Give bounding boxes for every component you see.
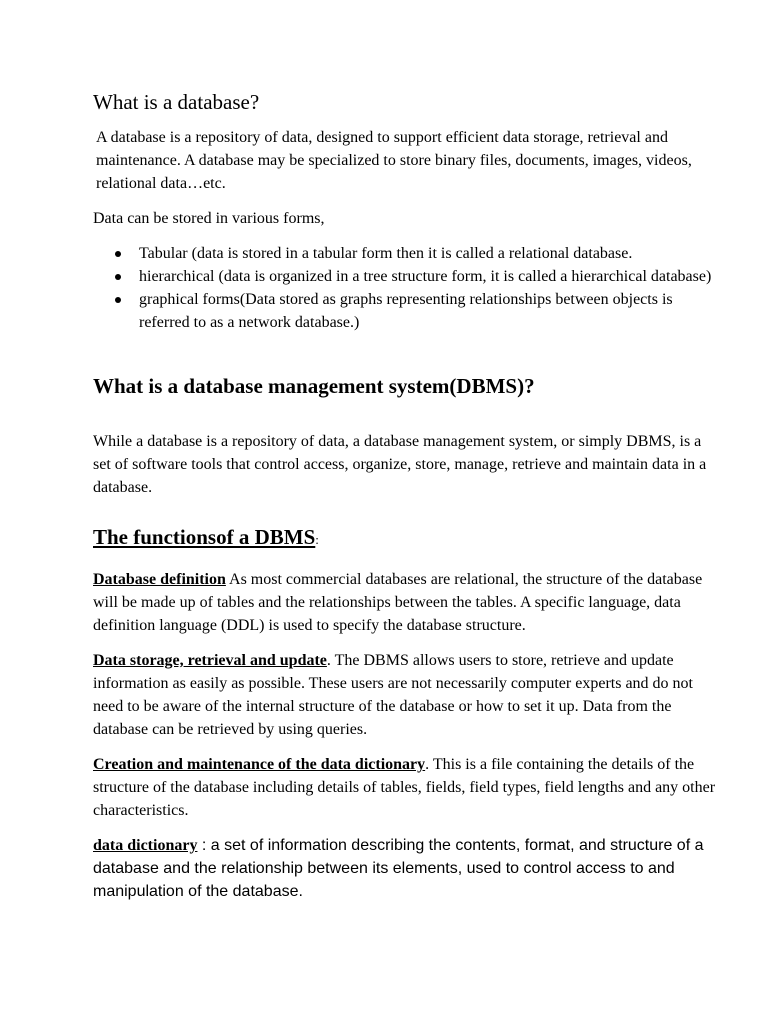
heading-dbms-functions-text: The functionsof a DBMS: [93, 525, 316, 549]
bullet-icon: [115, 251, 121, 257]
heading-what-is-database: What is a database?: [93, 90, 260, 114]
section-database-definition: [93, 568, 723, 637]
heading-dbms-functions: [93, 523, 723, 554]
data-dictionary-term: data dictionary: [93, 837, 198, 854]
bullet-icon: [115, 297, 121, 303]
section-term: Data storage, retrieval and update: [93, 652, 327, 669]
section-text: As most commercial databases are relational, the structure of the database will be made up of tables and the relationships between the tables. A specific language, data definition language (DDL) is used to specify the database structure.: [93, 571, 703, 634]
list-item-text: hierarchical (data is organized in a tree structure form, it is called a hierarchical database): [139, 268, 712, 285]
storage-forms-list: [93, 242, 723, 334]
list-item: [93, 242, 723, 265]
section-term: Database definition: [93, 571, 226, 588]
forms-intro-paragraph: Data can be stored in various forms,: [93, 210, 325, 227]
dbms-paragraph: While a database is a repository of data, a database management system, or simply DBMS, is a set of software tools that control access, organize, store, manage, retrieve and maintain data in a database.: [93, 433, 707, 496]
data-dictionary-text: : a set of information describing the contents, format, and structure of a database and the relationship between its elements, used to control access to and manipulation of the database.: [93, 837, 704, 900]
list-item: [93, 288, 723, 334]
list-item: [93, 265, 723, 288]
section-data-storage: [93, 649, 723, 741]
section-data-dictionary-maintenance: [93, 753, 723, 822]
list-item-text: graphical forms(Data stored as graphs representing relationships between objects is referred to as a network database.): [139, 291, 673, 331]
bullet-icon: [115, 274, 121, 280]
heading-dbms-functions-colon: :: [315, 532, 319, 547]
section-text: . This is a file containing the details of the structure of the database including details of tables, fields, field types, field lengths and any other characteristics.: [93, 756, 716, 819]
heading-what-is-dbms: What is a database management system(DBMS)?: [93, 374, 535, 398]
intro-paragraph: A database is a repository of data, designed to support efficient data storage, retrieval and maintenance. A database may be specialized to store binary files, documents, images, videos, relational data…etc.: [96, 129, 692, 192]
section-term: Creation and maintenance of the data dictionary: [93, 756, 426, 773]
section-text: . The DBMS allows users to store, retrieve and update information as easily as possible. These users are not necessarily computer experts and do not need to be aware of the internal structure of the database or how to set it up. Data from the database can be retrieved by using queries.: [93, 652, 693, 738]
data-dictionary-definition: [93, 834, 723, 903]
document-page: [93, 88, 723, 903]
list-item-text: Tabular (data is stored in a tabular form then it is called a relational database.: [139, 245, 633, 262]
